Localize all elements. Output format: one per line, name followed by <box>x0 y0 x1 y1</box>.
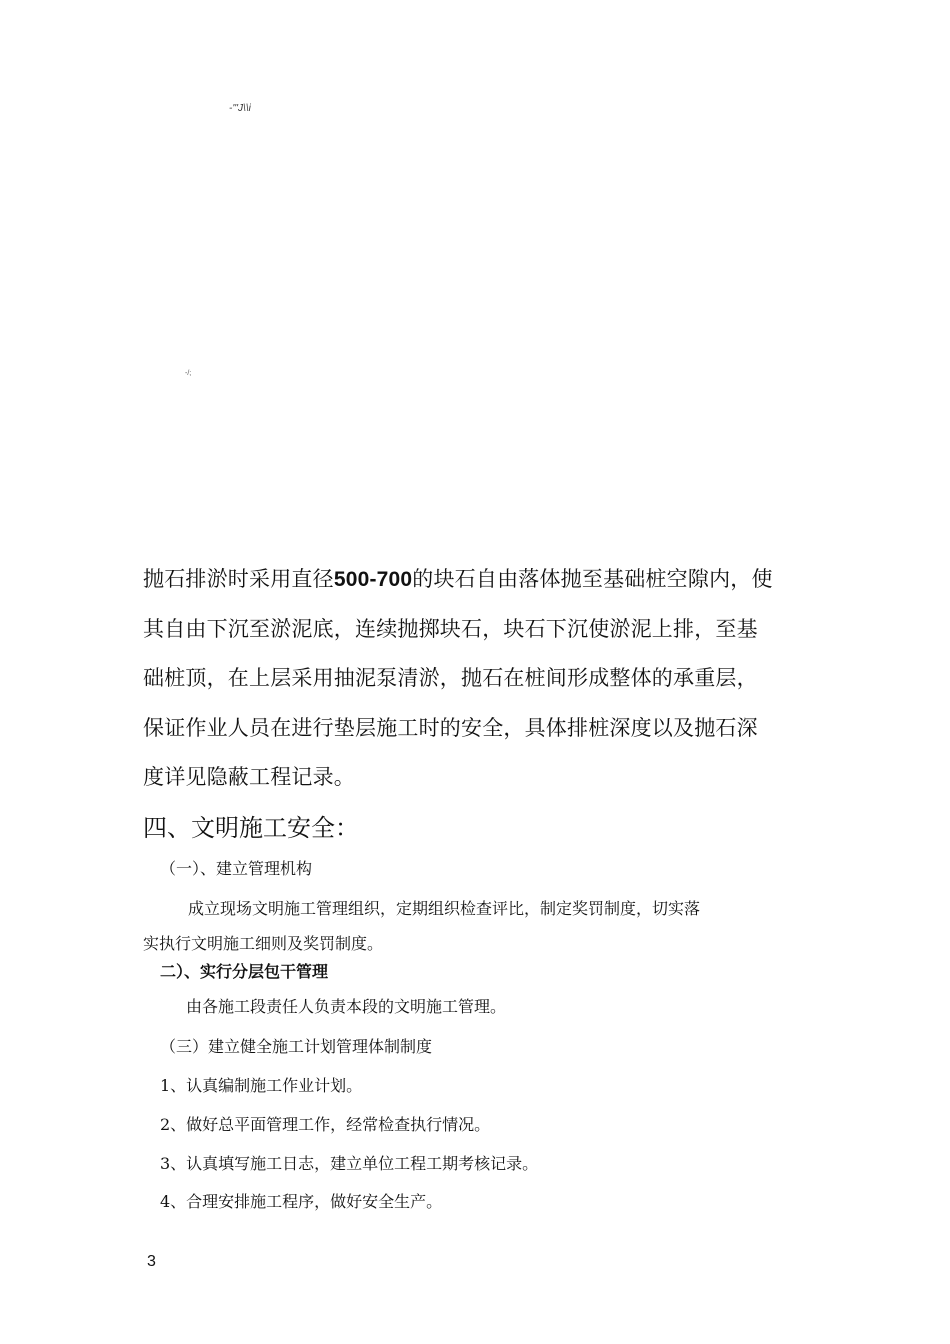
paragraph-line-2: 其自由下沉至淤泥底，连续抛掷块石，块石下沉使淤泥上排，至基 <box>143 617 758 641</box>
page-number: 3 <box>147 1253 156 1270</box>
paragraph-line-4: 保证作业人员在进行垫层施工时的安全，具体排桩深度以及抛石深 <box>143 716 758 740</box>
paragraph-line-1 <box>143 565 773 594</box>
stone-diameter-value: 500-700 <box>333 568 413 591</box>
section-heading-4: 四、文明施工安全： <box>143 814 359 842</box>
subsection-title-2: 二）、实行分层包干管理 <box>160 964 329 981</box>
scan-artifact-top: -'''J\\i <box>229 103 251 114</box>
subsection-2-text: 由各施工段责任人负责本段的文明施工管理。 <box>186 997 507 1016</box>
list-item: 1、认真编制施工作业计划。 <box>160 1076 363 1095</box>
subsection-1-text-line-1: 成立现场文明施工管理组织，定期组织检查评比，制定奖罚制度，切实落 <box>188 899 701 918</box>
paragraph-line-1-end: 的块石自由落体抛至基础桩空隙内，使 <box>412 567 773 591</box>
subsection-title-3: （三）建立健全施工计划管理体制制度 <box>160 1037 433 1056</box>
paragraph-line-1-start: 抛石排淤时采用直径 <box>143 567 334 591</box>
paragraph-line-5: 度详见隐蔽工程记录。 <box>143 765 355 789</box>
scan-artifact-mid: -/; <box>185 370 192 377</box>
subsection-title-1: （一）、建立管理机构 <box>160 859 313 878</box>
list-item: 3、认真填写施工日志，建立单位工程工期考核记录。 <box>160 1154 539 1173</box>
subsection-1-text-line-2: 实执行文明施工细则及奖罚制度。 <box>143 934 384 953</box>
list-item: 2、做好总平面管理工作，经常检查执行情况。 <box>160 1115 491 1134</box>
paragraph-line-3: 础桩顶，在上层采用抽泥泵清淤，抛石在桩间形成整体的承重层， <box>143 666 758 690</box>
list-item: 4、合理安排施工程序，做好安全生产。 <box>160 1192 443 1211</box>
